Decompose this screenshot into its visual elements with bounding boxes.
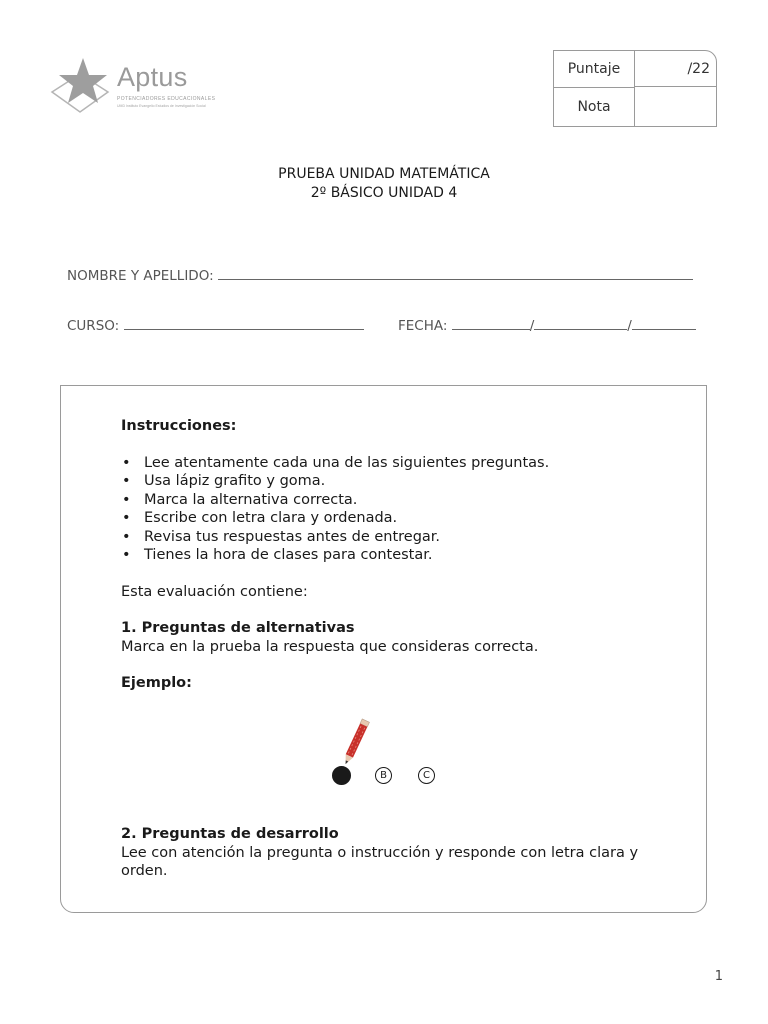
list-item: • Tienes la hora de clases para contestar. bbox=[121, 546, 661, 565]
name-label: NOMBRE Y APELLIDO: bbox=[67, 268, 214, 284]
option-b-bubble[interactable]: B bbox=[375, 767, 392, 784]
logo-tagline: POTENCIADORES EDUCACIONALES bbox=[117, 96, 216, 102]
document-title bbox=[0, 165, 768, 203]
grade-field[interactable] bbox=[635, 88, 716, 126]
page-number: 1 bbox=[714, 969, 723, 984]
option-a-filled[interactable] bbox=[332, 766, 351, 785]
section2-text: Lee con atención la pregunta o instrucción y responde con letra clara y orden. bbox=[121, 844, 639, 879]
logo-name: Aptus bbox=[117, 62, 188, 92]
section2-title: 2. Preguntas de desarrollo bbox=[121, 826, 339, 842]
date-separator: / bbox=[529, 318, 535, 334]
aptus-logo bbox=[50, 54, 216, 120]
instructions-heading: Instrucciones: bbox=[121, 418, 237, 434]
date-separator: / bbox=[627, 318, 632, 334]
instructions-content bbox=[121, 417, 661, 693]
star-logo-icon bbox=[50, 54, 116, 120]
grade-label: Nota bbox=[554, 88, 635, 126]
date-day-field[interactable] bbox=[452, 316, 530, 330]
score-table bbox=[553, 50, 717, 127]
name-row bbox=[67, 266, 693, 284]
page-subtitle: 2º BÁSICO UNIDAD 4 bbox=[310, 185, 458, 201]
example-answers bbox=[329, 716, 449, 788]
instructions-box bbox=[60, 385, 707, 913]
page-title: PRUEBA UNIDAD MATEMÁTICA bbox=[278, 166, 490, 182]
list-item: • Lee atentamente cada una de las siguientes preguntas. bbox=[121, 454, 661, 473]
list-item: • Escribe con letra clara y ordenada. bbox=[121, 509, 661, 528]
list-item: • Marca la alternativa correcta. bbox=[121, 491, 661, 510]
date-month-field[interactable] bbox=[534, 316, 627, 330]
course-label: CURSO: bbox=[67, 318, 120, 334]
list-item: • Usa lápiz grafito y goma. bbox=[121, 472, 661, 491]
instructions-list bbox=[121, 454, 661, 565]
example-label: Ejemplo: bbox=[121, 675, 192, 691]
section2 bbox=[121, 825, 661, 881]
score-label: Puntaje bbox=[554, 51, 635, 88]
option-c-bubble[interactable]: C bbox=[418, 767, 435, 784]
list-item: • Revisa tus respuestas antes de entregar. bbox=[121, 528, 661, 547]
section1-text: Marca en la prueba la respuesta que consideras correcta. bbox=[121, 638, 539, 655]
date-label: FECHA: bbox=[398, 318, 448, 334]
section1-title: 1. Preguntas de alternativas bbox=[121, 620, 355, 636]
logo-subtagline: UMD Instituto Evangelio Estudios de Investigación Social bbox=[117, 104, 206, 108]
date-year-field[interactable] bbox=[632, 316, 696, 330]
course-row bbox=[67, 316, 364, 334]
course-field[interactable] bbox=[124, 316, 364, 330]
name-field[interactable] bbox=[218, 266, 693, 280]
date-row bbox=[398, 316, 696, 334]
contains-text: Esta evaluación contiene: bbox=[121, 583, 308, 600]
score-value: /22 bbox=[635, 51, 716, 87]
